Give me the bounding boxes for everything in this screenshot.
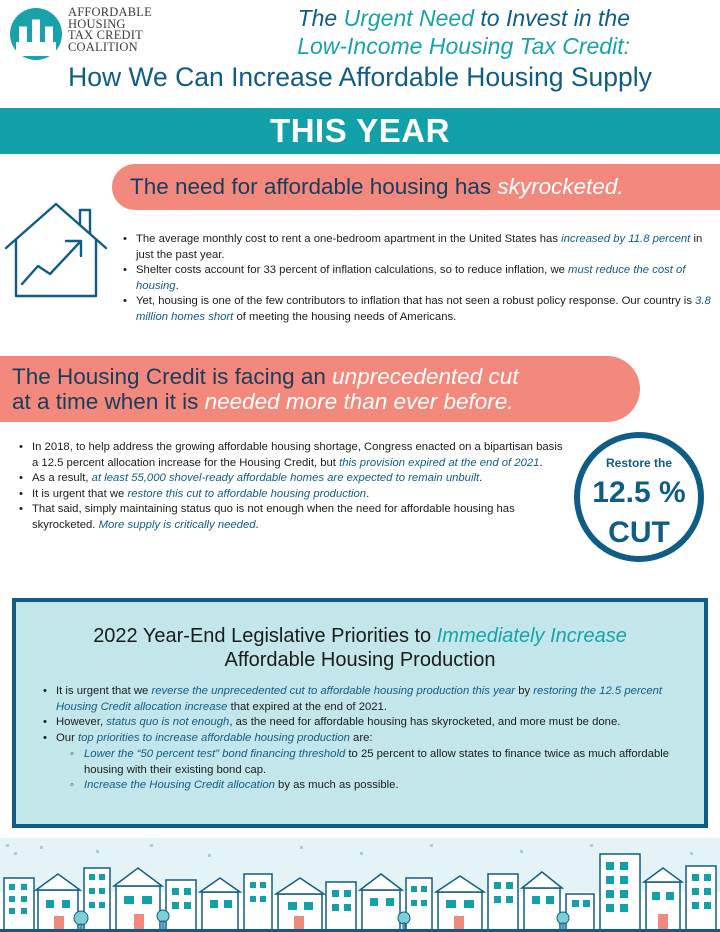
badge-percent: 12.5 % xyxy=(592,476,686,509)
priorities-title: 2022 Year-End Legislative Priorities to Immediately Increase Affordable Housing Production xyxy=(93,625,627,671)
city-skyline-illustration xyxy=(0,838,720,932)
title-line-2: Low-Income Housing Tax Credit: xyxy=(297,33,630,59)
cut-bullets xyxy=(18,440,563,533)
list-item: • It is urgent that we restore this cut to affordable housing production. xyxy=(18,487,563,503)
restore-cut-badge xyxy=(574,432,704,562)
badge-top-text: Restore the xyxy=(605,456,673,470)
list-item: • Our top priorities to increase affordable housing production are: ◦ Lower the “50 percent test” bond financing threshold to 25 percent to allow states to finance twice as much affordable housing with their existing bond cap. ◦ Increase the Housing Credit allocation by as much as possible. xyxy=(42,731,692,794)
list-item: ◦ Increase the Housing Credit allocation by as much as possible. xyxy=(56,778,692,794)
list-item: • In 2018, to help address the growing affordable housing shortage, Congress enacted on a bipartisan basis a 12.5 percent allocation increase for the Housing Credit, but this provision expired at the end of 2021. xyxy=(18,440,563,471)
priorities-bullets xyxy=(42,684,692,794)
list-item: • However, status quo is not enough, as the need for affordable housing has skyrocketed, and more must be done. xyxy=(42,715,692,731)
skyrocketed-heading: The need for affordable housing has skyrocketed. xyxy=(112,164,720,210)
header xyxy=(0,0,720,110)
title-line-1: The Urgent Need to Invest in the xyxy=(297,5,630,31)
list-item: • Yet, housing is one of the few contributors to inflation that has not seen a robust policy response. Our country is 3.8 million homes short of meeting the housing needs of Americans. xyxy=(122,294,712,325)
unprecedented-cut-heading: The Housing Credit is facing an unprecedented cut at a time when it is needed more than ever before. xyxy=(0,356,640,422)
list-item: • It is urgent that we reverse the unprecedented cut to affordable housing production this year by restoring the 12.5 percent Housing Credit allocation increase that expired at the end of 2021. xyxy=(42,684,692,715)
priorities-box xyxy=(12,598,708,828)
badge-cut-text: CUT xyxy=(608,516,670,549)
list-item: • The average monthly cost to rent a one-bedroom apartment in the United States has increased by 11.8 percent in just the past year. xyxy=(122,232,712,263)
priorities-sublist xyxy=(56,747,692,794)
need-bullets xyxy=(122,232,712,325)
list-item: • That said, simply maintaining status quo is not enough when the need for affordable housing has skyrocketed. More supply is critically needed. xyxy=(18,502,563,533)
coalition-logo-icon xyxy=(8,6,64,62)
list-item: ◦ Lower the “50 percent test” bond financing threshold to 25 percent to allow states to finance twice as much affordable housing with their existing bond cap. xyxy=(56,747,692,778)
list-item: • As a result, at least 55,000 shovel-ready affordable homes are expected to remain unbuilt. xyxy=(18,471,563,487)
house-growth-icon xyxy=(0,190,112,302)
logo-text: AFFORDABLE HOUSING TAX CREDIT COALITION xyxy=(68,5,152,54)
page-subtitle: How We Can Increase Affordable Housing Supply xyxy=(68,62,652,92)
list-item: • Shelter costs account for 33 percent of inflation calculations, so to reduce inflation, we must reduce the cost of housing. xyxy=(122,263,712,294)
this-year-banner: THIS YEAR xyxy=(0,108,720,154)
coalition-logo[interactable] xyxy=(8,4,183,64)
